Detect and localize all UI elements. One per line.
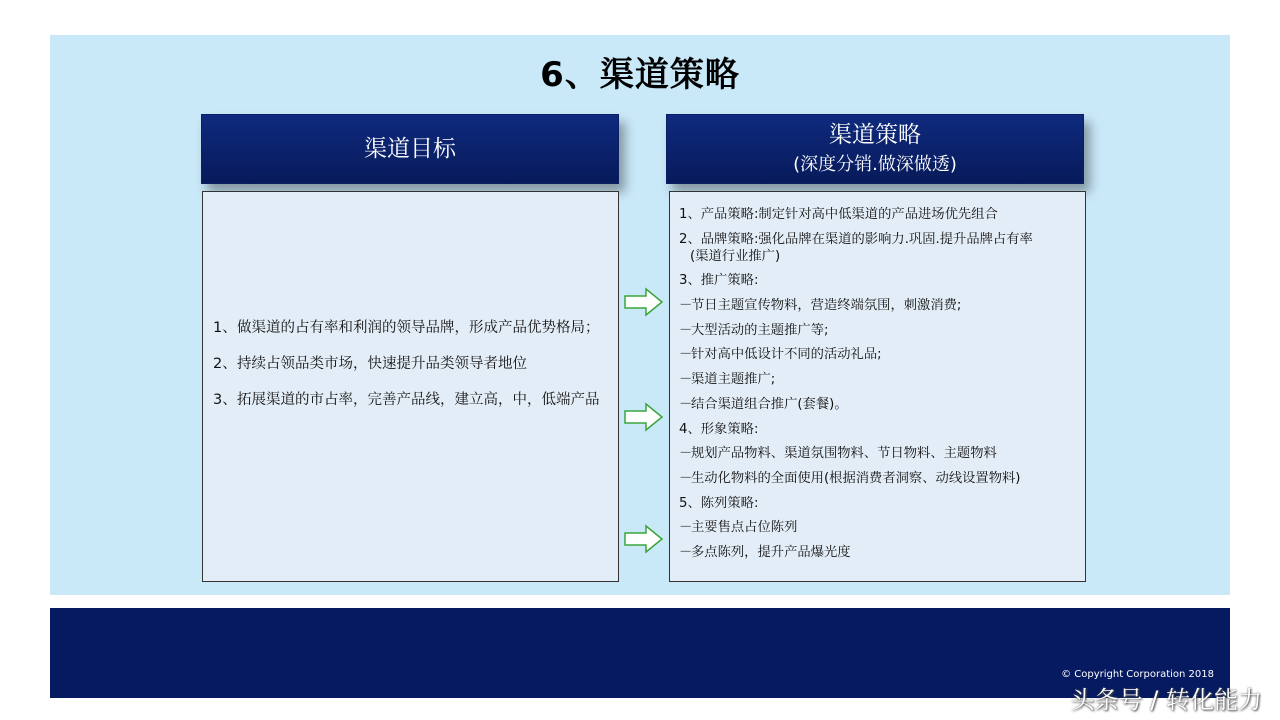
goal-text: 持续占领品类市场，快速提升品类领导者地位 <box>237 356 527 372</box>
goal-item <box>213 314 613 342</box>
strategy-subitem <box>679 297 1079 314</box>
strategy-text: 4、形象策略: <box>679 421 759 437</box>
strategy-text: 针对高中低设计不同的活动礼品; <box>691 347 882 363</box>
goal-item <box>213 386 613 414</box>
channel-strategy-box <box>669 191 1086 582</box>
strategy-item <box>679 272 1079 289</box>
goal-number: 1、 <box>213 320 237 336</box>
strategy-subitem <box>679 470 1079 487</box>
strategy-text: 多点陈列，提升产品爆光度 <box>691 544 851 560</box>
strategy-subitem <box>679 322 1079 339</box>
strategy-text: 规划产品物料、渠道氛围物料、节日物料、主题物料 <box>691 446 997 462</box>
strategy-text: 结合渠道组合推广(套餐)。 <box>691 396 848 412</box>
goal-text: 做渠道的占有率和利润的领导品牌，形成产品优势格局； <box>237 320 600 336</box>
strategy-list <box>679 206 1079 569</box>
strategy-subitem <box>679 445 1079 462</box>
page-title: 6、渠道策略 <box>540 55 740 95</box>
strategy-text: 主要售点占位陈列 <box>691 520 798 536</box>
channel-strategy-header-title: 渠道策略 <box>829 122 921 148</box>
channel-strategy-header <box>666 114 1084 184</box>
right-arrow-icon <box>624 524 664 554</box>
strategy-text: 生动化物料的全面使用(根据消费者洞察、动线设置物料) <box>691 470 1021 486</box>
dash-bullet: － <box>679 520 693 536</box>
dash-bullet: － <box>679 322 693 338</box>
dash-bullet: － <box>679 298 693 314</box>
goal-list <box>213 314 613 422</box>
dash-bullet: － <box>679 372 693 388</box>
dash-bullet: － <box>679 544 693 560</box>
strategy-text: 3、推广策略: <box>679 273 759 289</box>
goal-item <box>213 350 613 378</box>
strategy-item <box>679 421 1079 438</box>
strategy-text: 节日主题宣传物料，营造终端氛围，刺激消费; <box>691 298 962 314</box>
strategy-subitem <box>679 396 1079 413</box>
watermark-text: 头条号 / 转化能力 <box>1070 686 1262 714</box>
channel-goal-header <box>201 114 619 184</box>
strategy-text: 渠道主题推广; <box>691 372 776 388</box>
strategy-subitem <box>679 371 1079 388</box>
right-arrow-icon <box>624 287 664 317</box>
dash-bullet: － <box>679 446 693 462</box>
channel-goal-header-title: 渠道目标 <box>364 136 456 162</box>
strategy-text: 1、产品策略:制定针对高中低渠道的产品进场优先组合 <box>679 207 998 222</box>
strategy-item <box>679 206 1079 223</box>
strategy-item <box>679 495 1079 512</box>
channel-goal-box <box>202 191 619 582</box>
strategy-subitem <box>679 519 1079 536</box>
dash-bullet: － <box>679 347 693 363</box>
strategy-item <box>679 231 1079 265</box>
goal-text: 拓展渠道的市占率，完善产品线，建立高，中，低端产品 <box>237 392 600 408</box>
dash-bullet: － <box>679 470 693 486</box>
strategy-text-continued: (渠道行业推广) <box>690 248 781 264</box>
strategy-text: 2、品牌策略:强化品牌在渠道的影响力.巩固.提升品牌占有率 <box>679 231 1033 247</box>
channel-strategy-header-subtitle: (深度分销.做深做透) <box>793 154 957 175</box>
goal-number: 3、 <box>213 392 237 408</box>
dash-bullet: － <box>679 396 693 412</box>
footer-bar <box>50 608 1230 698</box>
strategy-subitem <box>679 544 1079 561</box>
right-arrow-icon <box>624 402 664 432</box>
goal-number: 2、 <box>213 356 237 372</box>
strategy-text: 5、陈列策略: <box>679 495 759 511</box>
copyright-text: © Copyright Corporation 2018 <box>1061 669 1214 680</box>
strategy-text: 大型活动的主题推广等; <box>691 322 829 338</box>
strategy-subitem <box>679 346 1079 363</box>
